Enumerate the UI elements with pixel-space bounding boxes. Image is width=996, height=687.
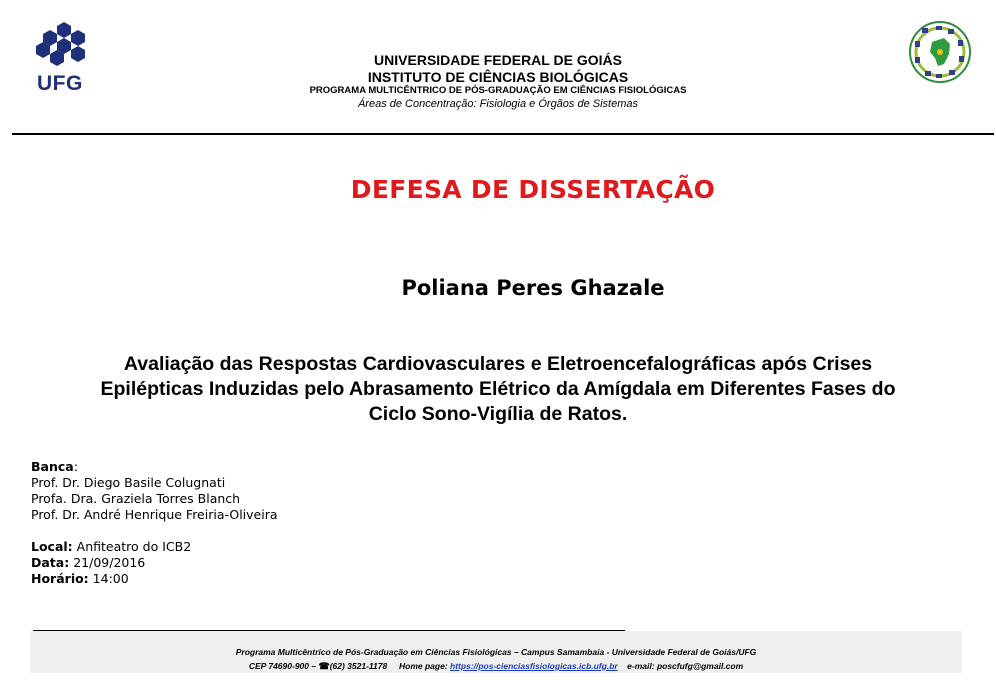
institute-name: INSTITUTO DE CIÊNCIAS BIOLÓGICAS — [367, 69, 629, 85]
footer-homepage-label: Home page: — [399, 661, 448, 671]
local-value: Anfiteatro do ICB2 — [76, 539, 192, 554]
date-row — [31, 555, 278, 571]
footer-phone: (62) 3521-1178 — [329, 661, 388, 671]
dissertation-title — [30, 352, 966, 427]
dissertation-title-line: Epilépticas Induzidas pelo Abrasamento Elétrico da Amígdala em Diferentes Fases do — [100, 378, 896, 400]
university-name: UNIVERSIDADE FEDERAL DE GOIÁS — [374, 52, 622, 68]
local-label: Local: — [31, 539, 73, 554]
institution-header — [0, 52, 996, 111]
footer-email: poscfufg@gmail.com — [656, 661, 744, 671]
banca-member: Prof. Dr. Diego Basile Colugnati — [31, 475, 226, 490]
phone-icon: ☎ — [318, 661, 330, 671]
footer-address-line: Programa Multicêntrico de Pós-Graduação em Ciências Fisiológicas – Campus Samambaia - Universidade Federal de Goiás/UFG — [235, 647, 757, 657]
time-value: 14:00 — [92, 571, 129, 586]
ufg-logo-text: UFG — [37, 72, 83, 95]
footer — [30, 645, 962, 673]
footer-contact-line — [30, 659, 962, 673]
program-seal-icon — [908, 20, 972, 84]
banca-label: Banca — [31, 459, 74, 474]
page-title: DEFESA DE DISSERTAÇÃO — [350, 175, 716, 204]
time-label: Horário: — [31, 571, 89, 586]
header-divider — [12, 133, 994, 135]
dissertation-title-line: Ciclo Sono-Vigília de Ratos. — [368, 403, 628, 425]
local-row — [31, 539, 278, 555]
homepage-link[interactable]: https://pos-cienciasfisiologicas.icb.ufg.br — [450, 661, 618, 671]
banca-heading: Banca: — [31, 459, 78, 474]
footer-cep: CEP 74690-900 – — [248, 661, 317, 671]
author-name: Poliana Peres Ghazale — [401, 276, 665, 300]
banca-member: Profa. Dra. Graziela Torres Blanch — [31, 491, 241, 506]
defense-details — [31, 459, 278, 587]
dissertation-title-line: Avaliação das Respostas Cardiovasculares e Eletroencefalográficas após Crises — [123, 353, 873, 375]
footer-email-label: e-mail: — [627, 661, 655, 671]
date-value: 21/09/2016 — [73, 555, 146, 570]
banca-member: Prof. Dr. André Henrique Freiria-Oliveira — [31, 507, 278, 522]
program-name: PROGRAMA MULTICÊNTRICO DE PÓS-GRADUAÇÃO EM CIÊNCIAS FISIOLÓGICAS — [309, 85, 687, 96]
concentration-areas: Áreas de Concentração: Fisiologia e Órgãos de Sistemas — [357, 98, 639, 110]
time-row — [31, 571, 278, 587]
date-label: Data: — [31, 555, 70, 570]
